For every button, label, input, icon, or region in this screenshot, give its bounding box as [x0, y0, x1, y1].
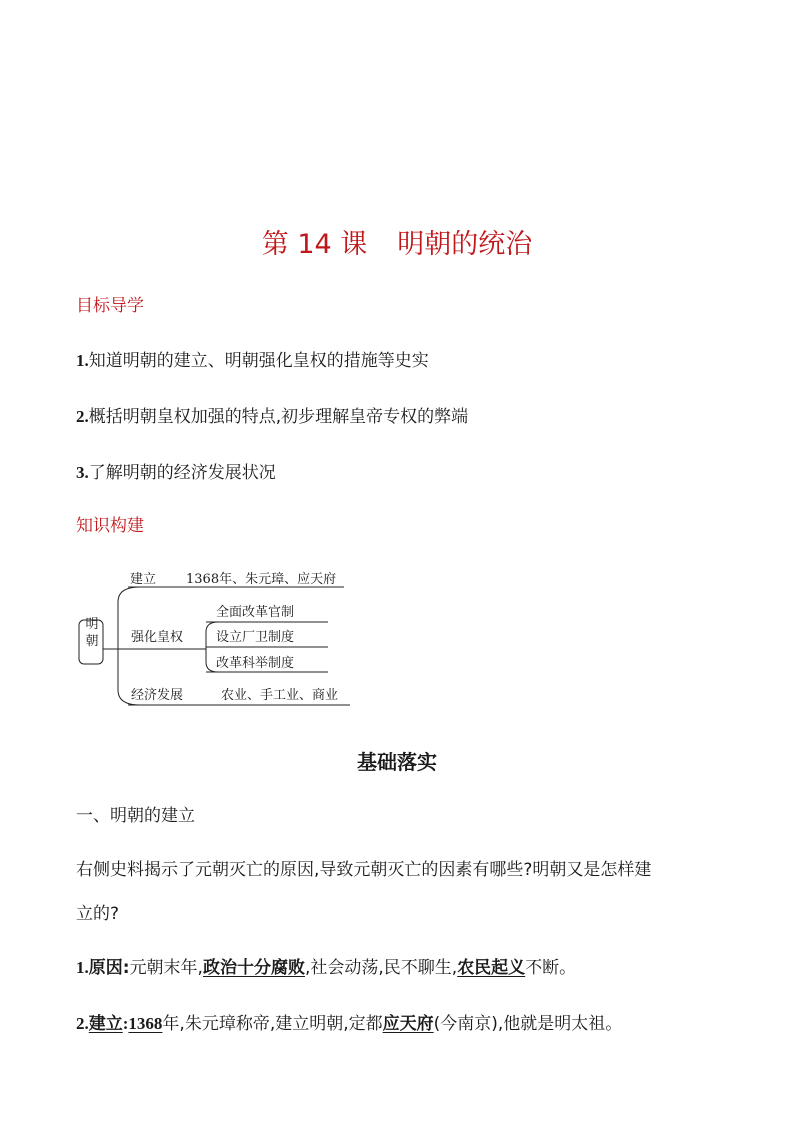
answer-label: 原因:: [88, 958, 130, 978]
map-subitem: 全面改革官制: [216, 605, 295, 620]
map-branch-label: 建立: [130, 572, 157, 587]
basics-heading: 基础落实: [357, 750, 437, 774]
objective-item: 3.了解明朝的经济发展状况: [76, 463, 276, 483]
answer-blank: 1368: [128, 1014, 163, 1033]
page-title: [0, 222, 794, 261]
section-heading: 一、明朝的建立: [76, 806, 195, 826]
map-subitem: 改革科举制度: [216, 656, 295, 671]
map-subitem: 设立厂卫制度: [216, 630, 295, 645]
objective-item: 2.概括明朝皇权加强的特点,初步理解皇帝专权的弊端: [76, 407, 469, 427]
map-root-label: 明朝: [85, 617, 99, 649]
question-text: 右侧史料揭示了元朝灭亡的原因,导致元朝灭亡的因素有哪些?明朝又是怎样建: [76, 860, 652, 880]
map-branch-detail: 农业、手工业、商业: [221, 688, 339, 703]
objectives-heading: 目标导学: [76, 296, 144, 316]
objective-item: 1.知道明朝的建立、明朝强化皇权的措施等史实: [76, 351, 429, 371]
answer-cause: 1.原因:元朝末年,政治十分腐败,社会动荡,民不聊生,农民起义不断。: [76, 958, 577, 978]
question-text-cont: 立的?: [76, 904, 120, 924]
answer-blank: 应天府: [382, 1014, 434, 1034]
lesson-topic: 明朝的统治: [397, 229, 533, 260]
map-branch-label: 经济发展: [131, 688, 184, 703]
lesson-number: 第 14 课: [261, 229, 368, 260]
answer-blank: 农民起义: [457, 958, 526, 978]
answer-founding: 2.建立:1368年,朱元璋称帝,建立明朝,定都应天府(今南京),他就是明太祖。: [76, 1014, 623, 1034]
map-branch-detail: 1368年、朱元璋、应天府: [186, 572, 337, 587]
answer-label: 建立: [88, 1014, 123, 1034]
answer-blank: 政治十分腐败: [202, 958, 305, 978]
map-branch-label: 强化皇权: [131, 630, 184, 645]
knowledge-map-heading: 知识构建: [76, 516, 144, 536]
